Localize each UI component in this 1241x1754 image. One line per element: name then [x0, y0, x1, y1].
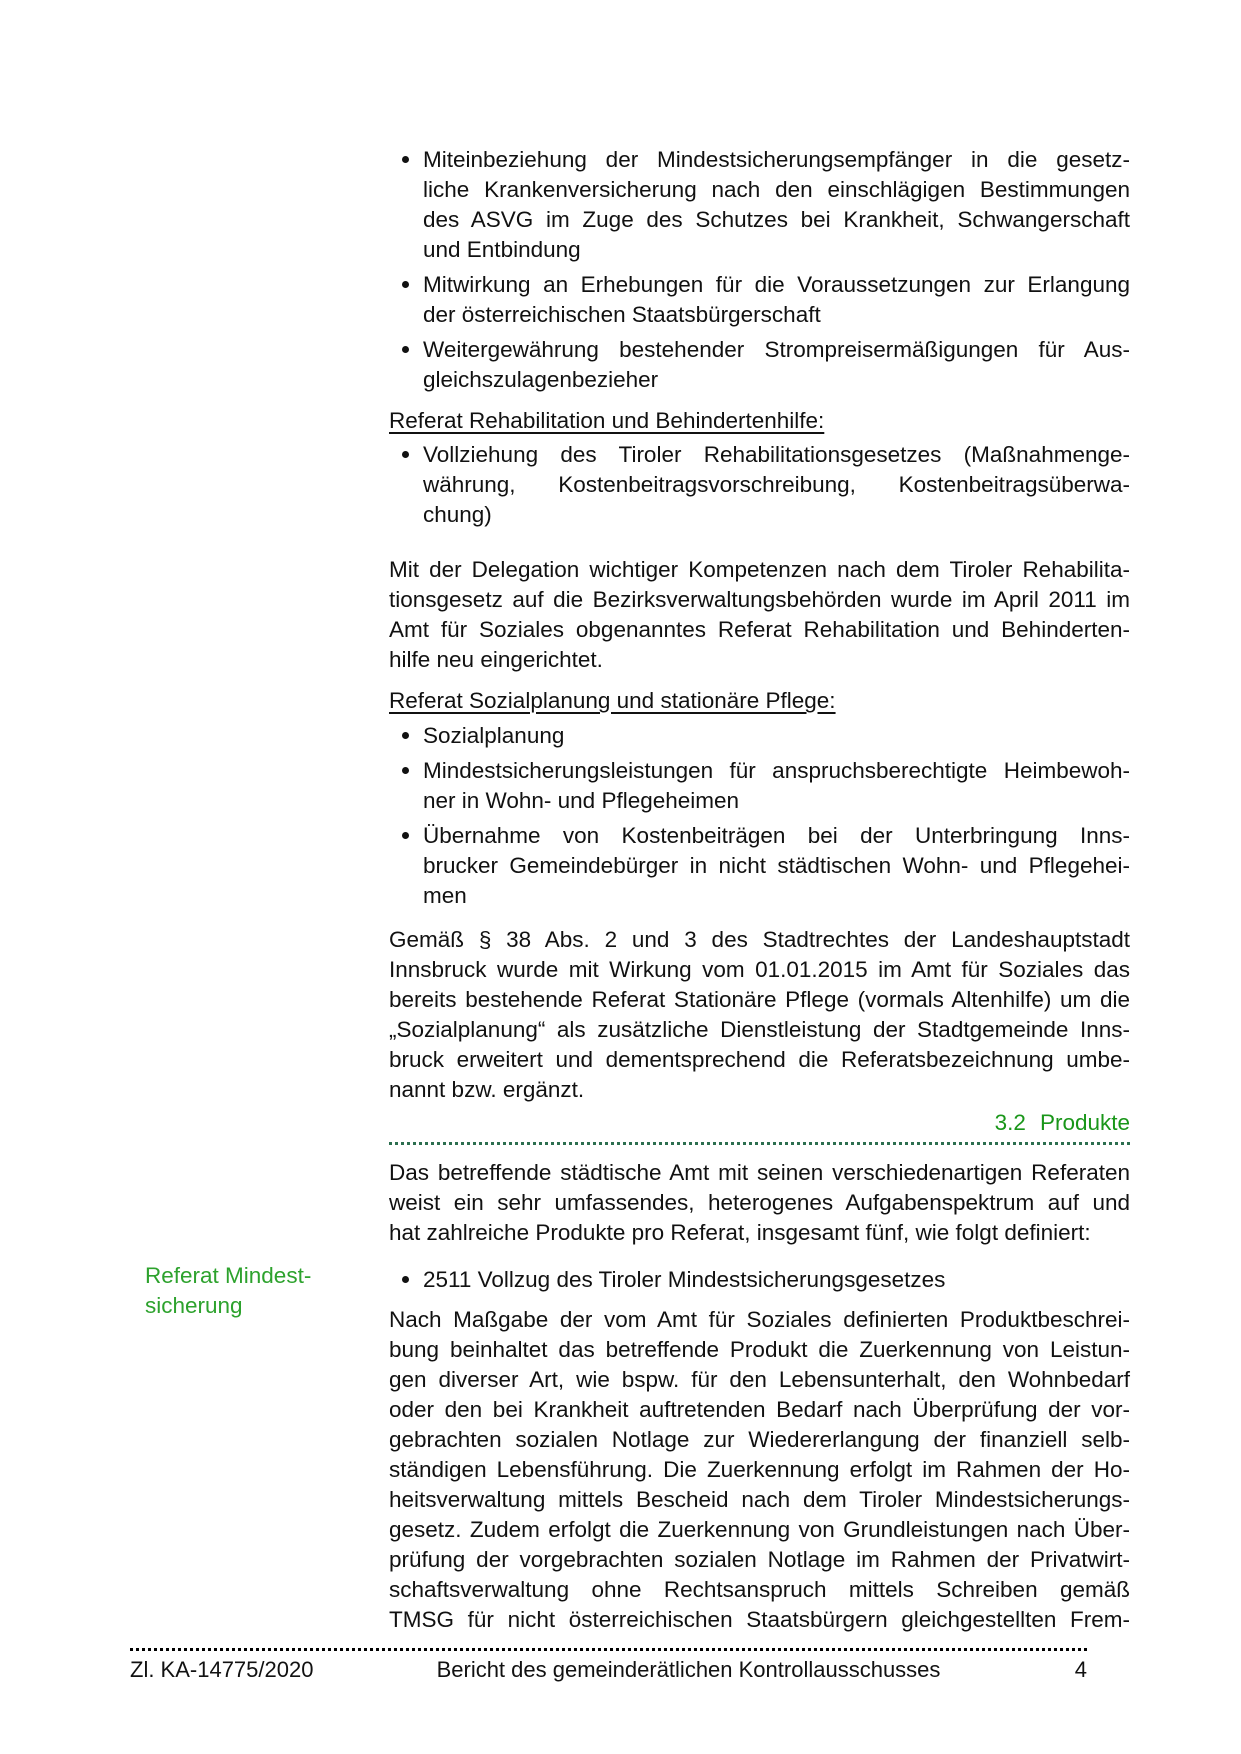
text-line: Amt für Soziales obgenanntes Referat Rehabilitation und Behinderten-: [389, 617, 1130, 642]
text-line: TMSG für nicht österreichischen Staatsbürgern gleichgestellten Frem-: [389, 1607, 1130, 1632]
bullet-marker-icon: [402, 832, 409, 839]
text-line: ner in Wohn- und Pflegeheimen: [423, 788, 740, 813]
list-item: [389, 721, 1130, 751]
paragraph-massgabe: [389, 1305, 1130, 1635]
bullet-text: [423, 145, 1130, 265]
text-line: heitsverwaltung mittels Bescheid nach dem Tiroler Mindestsicherungs-: [389, 1487, 1130, 1512]
bullet-list-produkt-2511: [389, 1265, 1130, 1295]
footer-dotted-rule: [130, 1648, 1087, 1651]
text-line: weist ein sehr umfassendes, heterogenes Aufgabenspektrum auf und: [389, 1190, 1130, 1215]
bullet-text: [423, 821, 1130, 911]
text-line: oder den bei Krankheit auftretenden Bedarf nach Überprüfung der vor-: [389, 1397, 1130, 1422]
bullet-text: [423, 440, 1130, 530]
section-title: Produkte: [1039, 1110, 1130, 1135]
text-line: gesetz. Zudem erfolgt die Zuerkennung von Grundleistungen nach Über-: [389, 1517, 1130, 1542]
text-line: Übernahme von Kostenbeiträgen bei der Unterbringung Inns-: [423, 823, 1130, 848]
list-item: [389, 145, 1130, 265]
text-line: ständigen Lebensführung. Die Zuerkennung erfolgt im Rahmen der Ho-: [389, 1457, 1130, 1482]
text-line: Mitwirkung an Erhebungen für die Voraussetzungen zur Erlangung: [423, 272, 1130, 297]
bullet-list-sozialplanung: [389, 721, 1130, 911]
text-line: Weitergewährung bestehender Strompreisermäßigungen für Aus-: [423, 337, 1130, 362]
text-line: Mindestsicherungsleistungen für anspruchsberechtigte Heimbewoh-: [423, 758, 1130, 783]
bullet-marker-icon: [402, 1276, 409, 1283]
text-line: brucker Gemeindebürger in nicht städtischen Wohn- und Pflegehei-: [423, 853, 1130, 878]
list-item: [389, 821, 1130, 911]
text-line: des ASVG im Zuge des Schutzes bei Krankheit, Schwangerschaft: [423, 207, 1130, 232]
bullet-list-rehabilitation: [389, 440, 1130, 530]
text-line: schaftsverwaltung ohne Rechtsanspruch mittels Schreiben gemäß: [389, 1577, 1130, 1602]
bullet-text: [423, 1265, 1130, 1295]
text-line: der österreichischen Staatsbürgerschaft: [423, 302, 821, 327]
bullet-text: [423, 756, 1130, 816]
bullet-marker-icon: [402, 451, 409, 458]
margin-note-referat-mindestsicherung: [145, 1261, 380, 1321]
bullet-text: [423, 721, 1130, 751]
list-item: [389, 1265, 1130, 1295]
text-line: liche Krankenversicherung nach den einschlägigen Bestimmungen: [423, 177, 1130, 202]
text-line: prüfung der vorgebrachten sozialen Notlage im Rahmen der Privatwirt-: [389, 1547, 1130, 1572]
text-line: Referat Mindest-: [145, 1263, 312, 1288]
text-line: „Sozialplanung“ als zusätzliche Dienstleistung der Stadtgemeinde Inns-: [389, 1017, 1130, 1042]
bullet-marker-icon: [402, 156, 409, 163]
text-line: Vollziehung des Tiroler Rehabilitationsgesetzes (Maßnahmenge-: [423, 442, 1130, 467]
list-item: [389, 335, 1130, 395]
bullet-marker-icon: [402, 281, 409, 288]
text-line: gleichszulagenbezieher: [423, 367, 659, 392]
bullet-text: [423, 270, 1130, 330]
heading-text: Referat Sozialplanung und stationäre Pflege:: [389, 688, 836, 713]
bullet-list-aufgaben: [389, 145, 1130, 395]
text-line: Gemäß § 38 Abs. 2 und 3 des Stadtrechtes der Landeshauptstadt: [389, 927, 1130, 952]
text-line: Nach Maßgabe der vom Amt für Soziales definierten Produktbeschrei-: [389, 1307, 1130, 1332]
page-footer: [130, 1656, 1087, 1684]
text-line: Innsbruck wurde mit Wirkung vom 01.01.2015 im Amt für Soziales das: [389, 957, 1130, 982]
text-line: tionsgesetz auf die Bezirksverwaltungsbehörden wurde im April 2011 im: [389, 587, 1130, 612]
text-line: währung, Kostenbeitragsvorschreibung, Kostenbeitragsüberwa-: [423, 472, 1130, 497]
heading-text: Referat Rehabilitation und Behindertenhilfe:: [389, 408, 825, 433]
text-line: men: [423, 883, 467, 908]
bullet-marker-icon: [402, 346, 409, 353]
text-line: Das betreffende städtische Amt mit seinen verschiedenartigen Referaten: [389, 1160, 1130, 1185]
text-line: Miteinbeziehung der Mindestsicherungsempfänger in die gesetz-: [423, 147, 1130, 172]
text-line: Sozialplanung: [423, 723, 565, 748]
list-item: [389, 440, 1130, 530]
section-number: 3.2: [994, 1110, 1026, 1135]
text-line: 2511 Vollzug des Tiroler Mindestsicherungsgesetzes: [423, 1267, 946, 1292]
text-line: chung): [423, 502, 492, 527]
text-line: bung beinhaltet das betreffende Produkt die Zuerkennung von Leistun-: [389, 1337, 1130, 1362]
text-line: sicherung: [145, 1293, 243, 1318]
footer-document-title: Bericht des gemeinderätlichen Kontrollausschusses: [436, 1657, 941, 1682]
text-line: gen diverser Art, wie bspw. für den Lebensunterhalt, den Wohnbedarf: [389, 1367, 1130, 1392]
list-item: [389, 756, 1130, 816]
section-heading-produkte: [389, 1108, 1130, 1145]
list-item: [389, 270, 1130, 330]
bullet-text: [423, 335, 1130, 395]
heading-referat-sozialplanung: [389, 686, 1130, 716]
paragraph-produkte-intro: [389, 1158, 1130, 1248]
footer-page-number: 4: [1074, 1657, 1087, 1682]
heading-referat-rehabilitation: [389, 406, 1130, 436]
text-line: Mit der Delegation wichtiger Kompetenzen nach dem Tiroler Rehabilita-: [389, 557, 1130, 582]
paragraph-delegation: [389, 555, 1130, 675]
paragraph-stadtrecht: [389, 925, 1130, 1105]
text-line: hilfe neu eingerichtet.: [389, 647, 603, 672]
text-line: bruck erweitert und dementsprechend die Referatsbezeichnung umbe-: [389, 1047, 1130, 1072]
text-line: bereits bestehende Referat Stationäre Pflege (vormals Altenhilfe) um die: [389, 987, 1130, 1012]
bullet-marker-icon: [402, 767, 409, 774]
text-line: hat zahlreiche Produkte pro Referat, insgesamt fünf, wie folgt definiert:: [389, 1220, 1091, 1245]
footer-reference-number: Zl. KA-14775/2020: [130, 1657, 314, 1682]
text-line: nannt bzw. ergänzt.: [389, 1077, 585, 1102]
text-line: und Entbindung: [423, 237, 581, 262]
text-line: gebrachten sozialen Notlage zur Wiedererlangung der finanziell selb-: [389, 1427, 1130, 1452]
bullet-marker-icon: [402, 732, 409, 739]
